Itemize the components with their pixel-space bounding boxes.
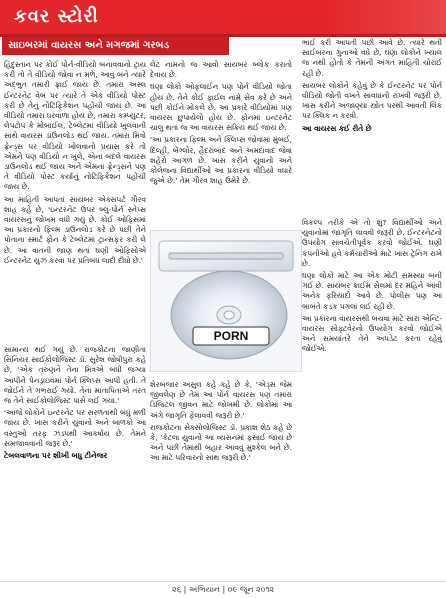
paragraph: 'આ પ્રકારના ફિલ્મ અને ક્લિપ્સ જોવામાં મુંબઈ, દિલ્હી, બેંગ્લોર, હૈદરાબાદ અને અમદાવાદ જેવાં શહેરો આગળ છે. ખાસ કરીને યુવાનો અને કોલેજના વિદ્યાર્થીઓ આ પ્રકારના વીડિયો વધારે જુએ છે.' તેમ ગૌરવ શાહ ઉમેરે છે.	[150, 135, 292, 186]
paragraph: રાજકોટના સેક્સોલોજિસ્ટ ડૉ. પ્રકાશ શેઠ કહે છે કે, 'કેટલા યુવાનો આ વ્યસનમાં ફસાઈ જાય છે અને પછી તેમાંથી બહાર આવવું મુશ્કેલ બને છે. આ માટે પરિવારનો સાથ જરૂરી છે.'	[150, 422, 292, 463]
paragraph: આ માહિતી આપતાં સાયબર એક્સપર્ટ ગૌરવ શાહ કહે છે, 'ઇન્ટરનેટ ઉપર બ્લુ-પોર્ન સ્નેપ્સ વાયરસનું જોખમ વધી ગયું છે. કોઈ ઓફિસમાં આ પ્રકારનો ફિલ્મ ડાઉનલોડ કરે છે પછી તેને પોતાના સ્માર્ટ ફોન કે ટેબ્લેટમાં ટ્રાન્સફર કરી લે છે. આ વાતની જાણ થતાં ઘણી ઓફિસોએ ઈન્ટરનેટ યુઝ કરવા પર પ્રતિબંધ લાદી દીધો છે.'	[4, 194, 146, 265]
disc-label: PORN	[213, 329, 249, 343]
page-footer: ૨૬ | અભિયાન | ૦૯ જૂન ૨૦૧૨	[0, 581, 446, 598]
paragraph: વિકલ્પ તરીકે એ તો શું? વિદ્યાર્થીઓ અને યુવાનોમાં જાગૃતિ લાવવી જરૂરી છે. ઈન્ટરનેટનો ઉપયોગ સાવચેતીપૂર્વક કરવો જોઈએ. ઘણી કંપનીઓ હવે કર્મચારીઓ માટે ખાસ ટ્રેનિંગ રાખે છે.	[302, 218, 442, 268]
paragraph: ભાઈ કરી આપતી પછી આવે છે. ત્યારે થતી સાઈબરના ગુનાઓ વધે છે, ઘણા લોકોને ખ્યાલ જ નથી હોતો કે તેમની અંગત માહિતી ચોરાઈ રહી છે.	[302, 38, 442, 78]
paragraph: શેરબજાર અસુલ કહે કહે છે કે, 'એડ્સ જેમ જીવલેણ છે તેમ આ પોર્ન વાયરસ પણ તમારા ડિજિટલ જીવન માટે જોખમી છે. લોકોમાં આ અંગે જાગૃતિ ફેલાવવી જરૂરી છે.'	[150, 380, 292, 420]
subheading: આ વાયરસ કઈ રીતે છે	[302, 123, 372, 133]
column-2-bottom	[150, 380, 292, 466]
paragraph: ઘણા લોકો માટે આ એક મોટી સમસ્યા બની ગઈ છે. સાયબર ક્રાઈમ સેલમાં દર મહિને આવી અનેક ફરિયાદો આવે છે. પોલીસ પણ આ બાબતે કડક પગલાં લઈ રહી છે.	[302, 271, 442, 311]
column-3-bottom	[302, 218, 442, 357]
column-3-top	[302, 38, 442, 136]
paragraph: લેટ નામનો જ આવો સાયબર બ્લોક કરાતો દેવાય છે.	[150, 60, 292, 80]
article-illustration	[150, 230, 302, 372]
masthead-header	[0, 0, 446, 34]
paragraph: હિંદુસ્તાન પર કોઈ પોર્ન-વીડિયો બનાવવાનો ટ્રાય કરી તો તે વીડિયો જોવા ન મળે, આવું બને ત્યારે અદ્ભુત તમારી ફ્રાઈ જાય છે. તમારા અસ્લ ઈન્ટરનેટ વેબ પર ત્યારે તે એક વીડિયો પોસ્ટ કરી છે તેનું નોટિફિકેશન પહોંચી જાય છે. આ વીડિયો તમારા ધરવાળા હોય છે, તમારા કમ્પ્યુટર, લેપટોપ કે મોબાઈલ, ટેબ્લેટમાં વીડિયો ખુલવાની સાથે વાયરસ ડાઉનલોડ થઈ જાય. તમારા મિત્રો ફ્રેન્ડ્સ પર વીડિયો ખોલવાનો પ્રયાસ કરે તો એમને પણ વીડિયો ન ખુલે, એના બદલે વાયરસ ડાઉનલોડ થઈ જાય અને એમના ફ્રેન્ડ્સને પણ તે વીડિયો પોસ્ટ કર્યાનું નોટિફિકેશન પહોંચી જાય છે.	[4, 60, 146, 192]
header-stripe	[326, 0, 446, 34]
article-headline: સાઇબરમાં વાયરસ અને મગજમાં ગરબડ	[2, 37, 229, 55]
paragraph: આ પ્રકારના વાયરસથી બચવા માટે સારા એન્ટિ-વાયરસ સોફ્ટવેરનો ઉપયોગ કરવો જોઈએ અને સમયાંતરે તેને અપડેટ કરતા રહેવું જોઈએ.	[302, 313, 442, 354]
paragraph: સાયબર લોકોને કહેવું છે કે ઈન્ટરનેટ પર પોર્ન વીડિયો જોતી વખતે સાવધાની રાખવી જરૂરી છે. ખાસ કરીને અજાણ્યા સ્ત્રોત પરથી આવતી લિંક પર ક્લિક ન કરવી.	[302, 80, 442, 121]
column-1-top	[4, 60, 146, 268]
paragraph: સામાન્ય થઈ ગયું છે. રાજકોટના જાણીતા સિનિયર સાઈકોલોજિસ્ટ ડૉ. સુરેશ જોષીપુરા કહે છે, 'એક તરુણને તેના મિત્રએ બધી જગ્યા આપીને પેનડ્રાઇવમાં પોર્ન ક્લિપ્સ આપી હતી. તે જોઈને તે ગભરાઈ ગયો. તેના માતાપિતાએ તરત જ તેને સાઈકોલોજિસ્ટ પાસે લઈ ગયા.'	[4, 345, 146, 406]
subheading: ટેબલવાળના પર શીખી બધુ ટીનેજર	[4, 451, 108, 461]
column-1-bottom	[4, 345, 146, 463]
paragraph: 'આજે લોકોને ઇન્ટરનેટ પર સરળતાથી બધું મળી જાય છે. ખાસ કરીને યુવાનો અને બાળકો આ વસ્તુઓ તરફ ઝડપથી આકર્ષાય છે. તેમને સમજાવવાની જરૂર છે.'	[4, 408, 146, 448]
column-2-top	[150, 60, 292, 188]
section-title: કવર સ્ટોરી	[14, 6, 99, 27]
paragraph: ઘણા લોકો ઓફલાઈન પણ પોર્ન વીડિયો જોતા હોય છે. તેને કોઈ ફાઈલ નામે સેવ કરે છે અને પછી કોઈને મોકલે છે. આ પ્રકારે વીડિયોમાં પણ વાયરસ છુપાયેલો હોય છે. ફોનમાં ઇન્ટરનેટ ચાલુ થતાં જ આ વાયરસ સક્રિય થઈ જાય છે.	[150, 82, 292, 133]
disc-drive-illustration	[151, 231, 301, 371]
